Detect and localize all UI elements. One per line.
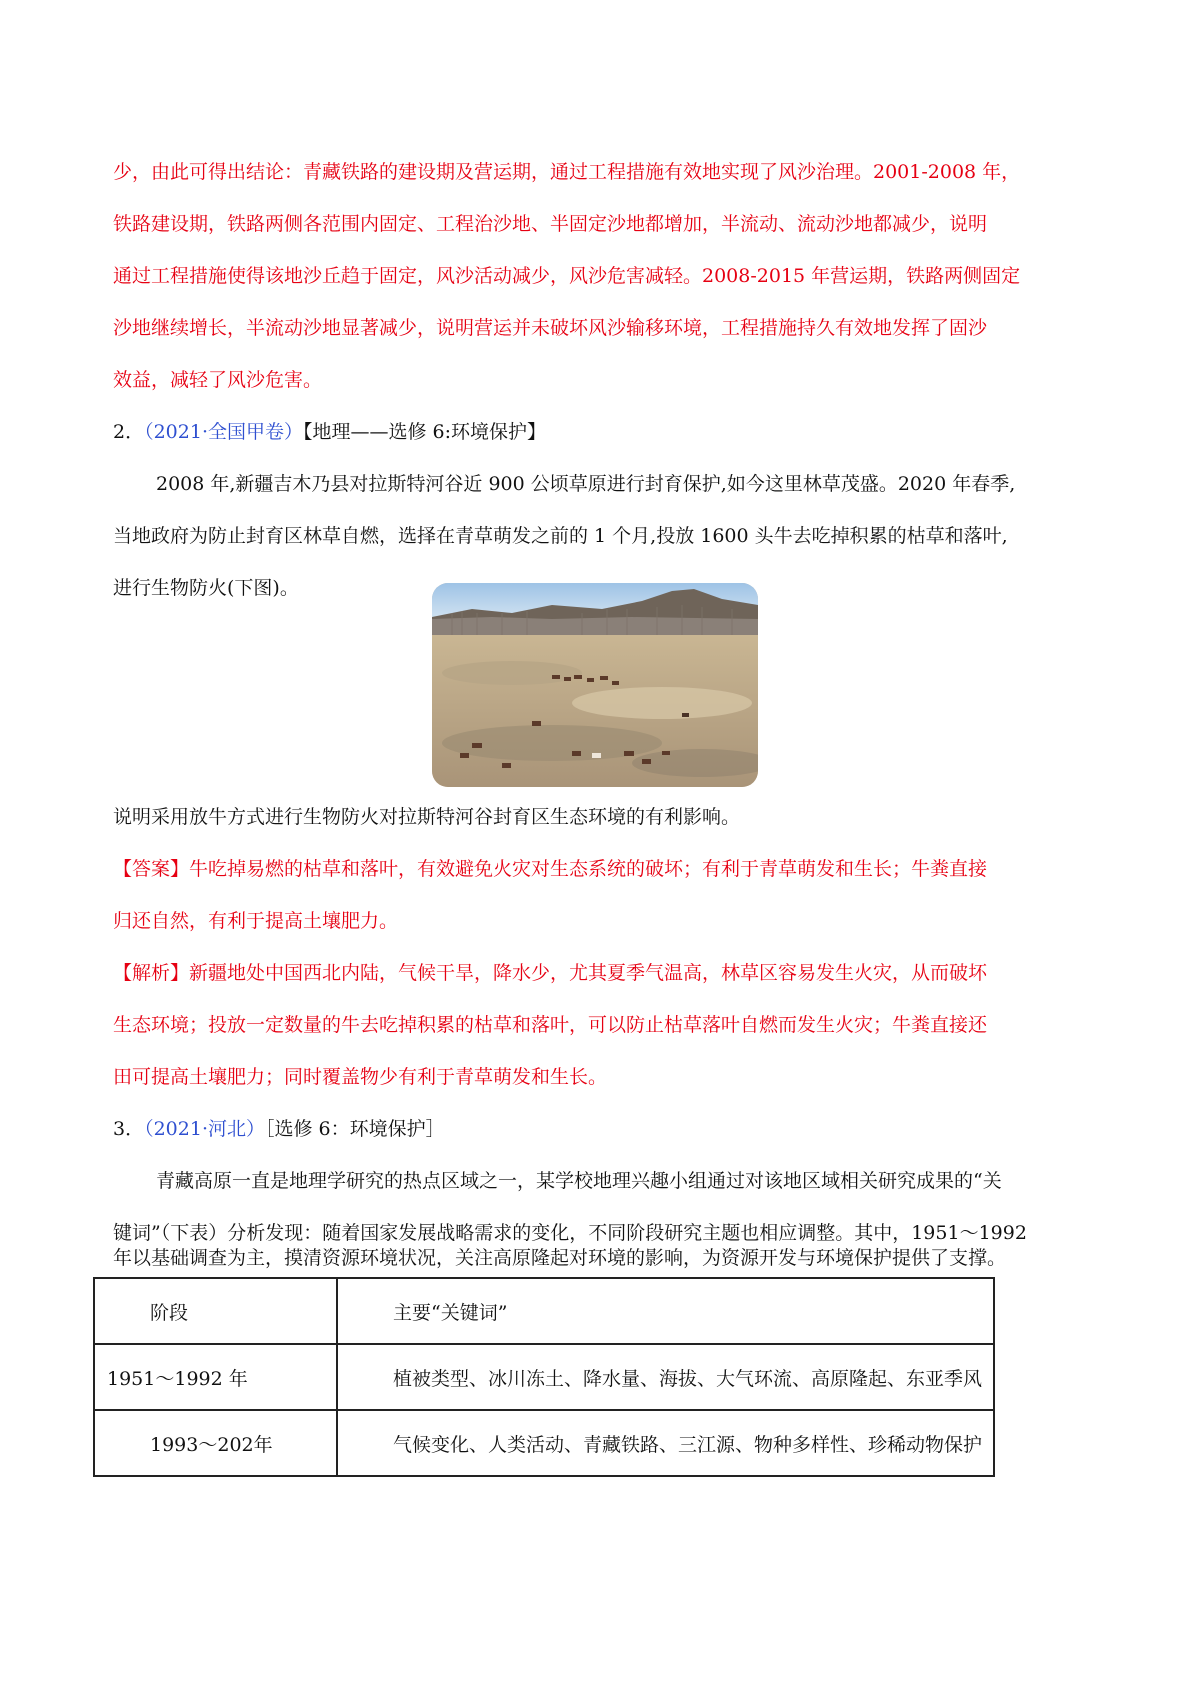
- q1-answer-line: 少，由此可得出结论：青藏铁路的建设期及营运期，通过工程措施有效地实现了风沙治理。2001-2008 年，: [113, 161, 1021, 183]
- q3-number: 3．: [113, 1118, 145, 1140]
- table-header-row: [94, 1278, 994, 1344]
- q3-stem-line: 青藏高原一直是地理学研究的热点区域之一，某学校地理兴趣小组通过对该地区域相关研究成果的“关: [156, 1170, 1002, 1192]
- q2-stem-line: 2008 年,新疆吉木乃县对拉斯特河谷近 900 公顷草原进行封育保护,如今这里林草茂盛。2020 年春季,: [156, 473, 1016, 495]
- q1-answer-line: 效益，减轻了风沙危害。: [113, 369, 323, 391]
- q2-number: 2．: [113, 421, 145, 443]
- table-row: [94, 1344, 994, 1410]
- q2-analysis-line: 【解析】新疆地处中国西北内陆，气候干旱，降水少，尤其夏季气温高，林草区容易发生火灾，从而破坏: [113, 962, 988, 984]
- q1-answer-line: 沙地继续增长，半流动沙地显著减少，说明营运并未破坏风沙输移环境，工程措施持久有效地发挥了固沙: [113, 317, 988, 339]
- table-cell-stage: 1951～1992 年: [94, 1344, 337, 1410]
- q2-topic: 【地理——选修 6:环境保护】: [303, 421, 547, 443]
- q2-analysis-line: 生态环境；投放一定数量的牛去吃掉积累的枯草和落叶，可以防止枯草落叶自燃而发生火灾；牛粪直接还: [113, 1014, 988, 1036]
- q3-stem-line: 键词”（下表）分析发现：随着国家发展战略需求的变化，不同阶段研究主题也相应调整。其中，1951～1992: [113, 1222, 1027, 1244]
- q3-heading: [113, 1117, 445, 1141]
- q2-stem-line: 当地政府为防止封育区林草自燃，选择在青草萌发之前的 1 个月,投放 1600 头牛去吃掉积累的枯草和落叶,: [113, 525, 1008, 547]
- table-cell-keywords: 植被类型、冰川冻土、降水量、海拔、大气环流、高原隆起、东亚季风: [337, 1344, 994, 1410]
- table-row: [94, 1410, 994, 1476]
- q3-source: （2021·河北）: [144, 1118, 265, 1140]
- q1-answer-line: 通过工程措施使得该地沙丘趋于固定，风沙活动减少，风沙危害减轻。2008-2015 年营运期，铁路两侧固定: [113, 265, 1021, 287]
- q2-analysis-line: 田可提高土壤肥力；同时覆盖物少有利于青草萌发和生长。: [113, 1066, 608, 1088]
- table-cell-stage: 1993～202年: [94, 1410, 337, 1476]
- q2-stem-line: 进行生物防火(下图)。: [113, 577, 299, 599]
- q2-question: 说明采用放牛方式进行生物防火对拉斯特河谷封育区生态环境的有利影响。: [113, 806, 741, 828]
- q2-answer-line: 归还自然，有利于提高土壤肥力。: [113, 910, 399, 932]
- table-header-cell: 阶段: [94, 1278, 337, 1344]
- cattle-grazing-image: [432, 583, 758, 787]
- q3-topic: ［选修 6：环境保护］: [265, 1118, 445, 1140]
- table-cell-keywords: 气候变化、人类活动、青藏铁路、三江源、物种多样性、珍稀动物保护: [337, 1410, 994, 1476]
- q2-answer-line: 【答案】牛吃掉易燃的枯草和落叶，有效避免火灾对生态系统的破坏；有利于青草萌发和生长；牛粪直接: [113, 858, 988, 880]
- cattle-grazing-photo: [432, 583, 758, 787]
- q1-answer-line: 铁路建设期，铁路两侧各范围内固定、工程治沙地、半固定沙地都增加，半流动、流动沙地都减少，说明: [113, 213, 988, 235]
- q2-heading: [113, 420, 546, 444]
- q2-source: （2021·全国甲卷）: [144, 421, 303, 443]
- q3-stem-line: 年以基础调查为主，摸清资源环境状况，关注高原隆起对环境的影响，为资源开发与环境保护提供了支撑。: [113, 1247, 1007, 1269]
- keyword-table: [93, 1277, 995, 1477]
- table-header-cell: 主要“关键词”: [337, 1278, 994, 1344]
